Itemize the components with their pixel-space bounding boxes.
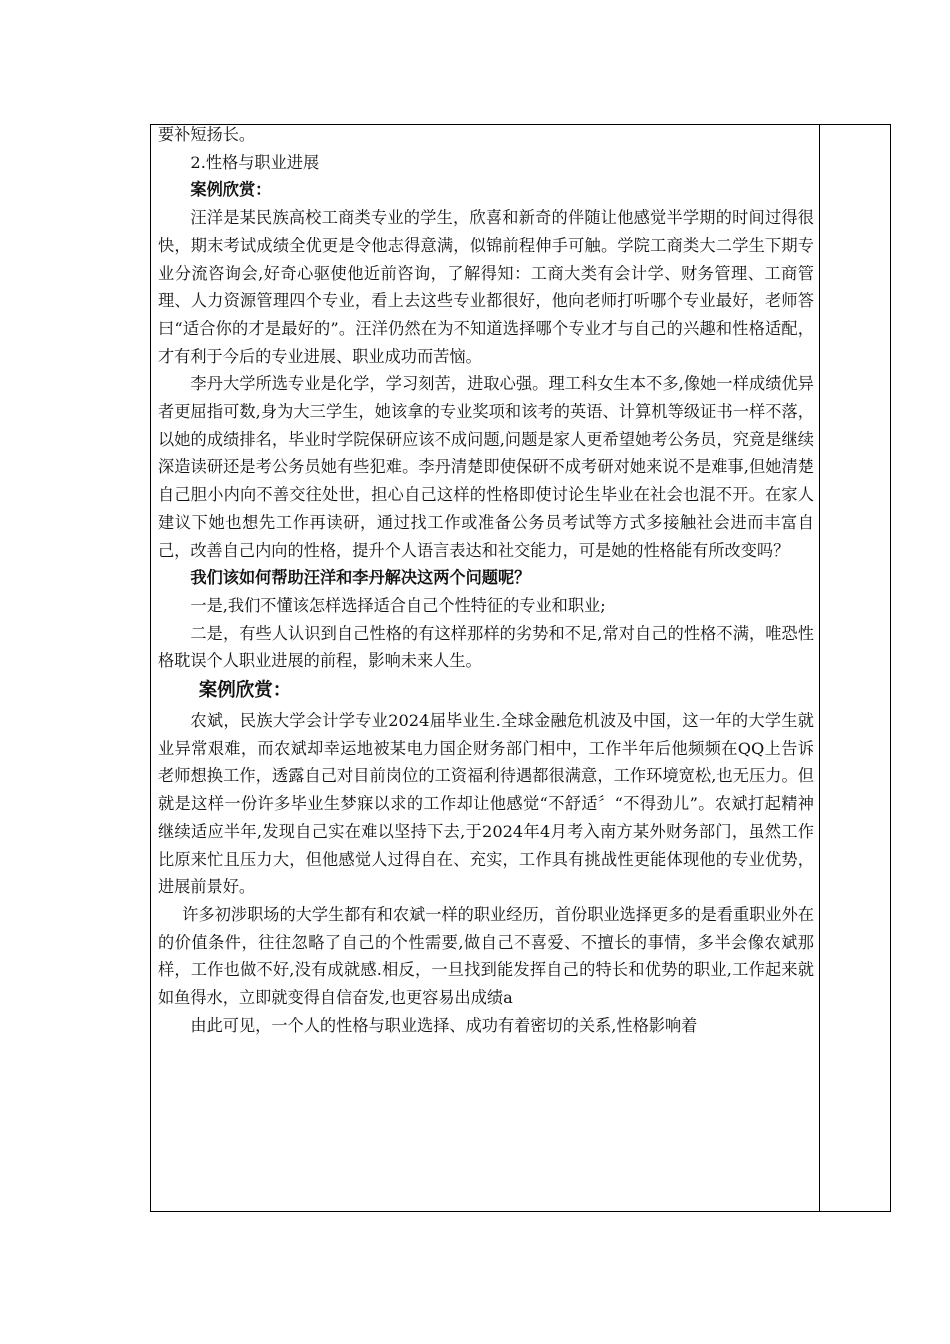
section-heading: 2.性格与职业进展 [190, 152, 320, 172]
paragraph-li-dan: 李丹大学所选专业是化学，学习刻苦，进取心强。理工科女生本不多,像她一样成绩优异者更屈指可数,身为大三学生，她该拿的专业奖项和该考的英语、计算机等级证书一样不落，以她的成绩排名，毕业时学院保研应该不成问题,问题是家人更希望她考公务员，究竟是继续深造读研还是考公务员她有些犯难。李丹清楚即使保研不成考研对她来说不是难事,但她清楚自己胆小内向不善交往处世，担心自己这样的性格即使讨论生毕业在社会也混不开。在家人建议下她也想先工作再读研，通过找工作或准备公务员考试等方式多接触社会进而丰富自己，改善自己内向的性格，提升个人语言表达和社交能力，可是她的性格能有所改变吗？ [158, 374, 814, 560]
paragraph-point-one: 一是,我们不懂该怎样选择适合自己个性特征的专业和职业; [190, 595, 606, 615]
paragraph-graduates: 许多初涉职场的大学生都有和农斌一样的职业经历，首份职业选择更多的是看重职业外在的价值条件，往往忽略了自己的个性需要,做自己不喜爱、不擅长的事情，多半会像农斌那样，工作也做不好,没有成就感.相反，一旦找到能发挥自己的特长和优势的职业,工作起来就如鱼得水，立即就变得自信奋发,也更容易出成绩a [158, 904, 814, 1008]
paragraph-wang-yang: 汪洋是某民族高校工商类专业的学生，欣喜和新奇的伴随让他感觉半学期的时间过得很快，期末考试成绩全优更是令他志得意满，似锦前程伸手可触。学院工商类大二学生下期专业分流咨询会,好奇心驱使他近前咨询，了解得知：工商大类有会计学、财务管理、工商管理、人力资源管理四个专业，看上去这些专业都很好，他向老师打听哪个专业最好，老师答曰“适合你的才是最好的”。汪洋仍然在为不知道选择哪个专业才与自己的兴趣和性格适配，才有利于今后的专业进展、职业成功而苦恼。 [158, 208, 814, 366]
paragraph-point-two: 二是，有些人认识到自己性格的有这样那样的劣势和不足,常对自己的性格不满，唯恐性格耽误个人职业进展的前程，影响未来人生。 [158, 623, 814, 671]
table-content-cell [158, 121, 814, 1040]
question-heading: 我们该如何帮助汪洋和李丹解决这两个问题呢？ [190, 568, 531, 588]
paragraph-conclusion: 由此可见，一个人的性格与职业选择、成功有着密切的关系,性格影响着 [190, 1015, 698, 1035]
table-column-divider [819, 124, 820, 1212]
paragraph-continuation: 要补短扬长。 [158, 125, 256, 144]
case-heading: 案例欣赏： [190, 180, 272, 200]
paragraph-nong-bin: 农斌，民族大学会计学专业2024届毕业生.全球金融危机波及中国，这一年的大学生就业异常艰难，而农斌却幸运地被某电力国企财务部门相中，工作半年后他频频在QQ上告诉老师想换工作，透露自己对目前岗位的工资福利待遇都很满意，工作环境宽松,也无压力。但就是这样一份许多毕业生梦寐以求的工作却让他感觉“不舒适〞“不得劲儿”。农斌打起精神继续适应半年,发现自己实在难以坚持下去,于2024年4月考入南方某外财务部门，虽然工作比原来忙且压力大，但他感觉人过得自在、充实，工作具有挑战性更能体现他的专业优势，进展前景好。 [158, 711, 814, 897]
case-heading-large: 案例欣赏： [198, 680, 292, 702]
